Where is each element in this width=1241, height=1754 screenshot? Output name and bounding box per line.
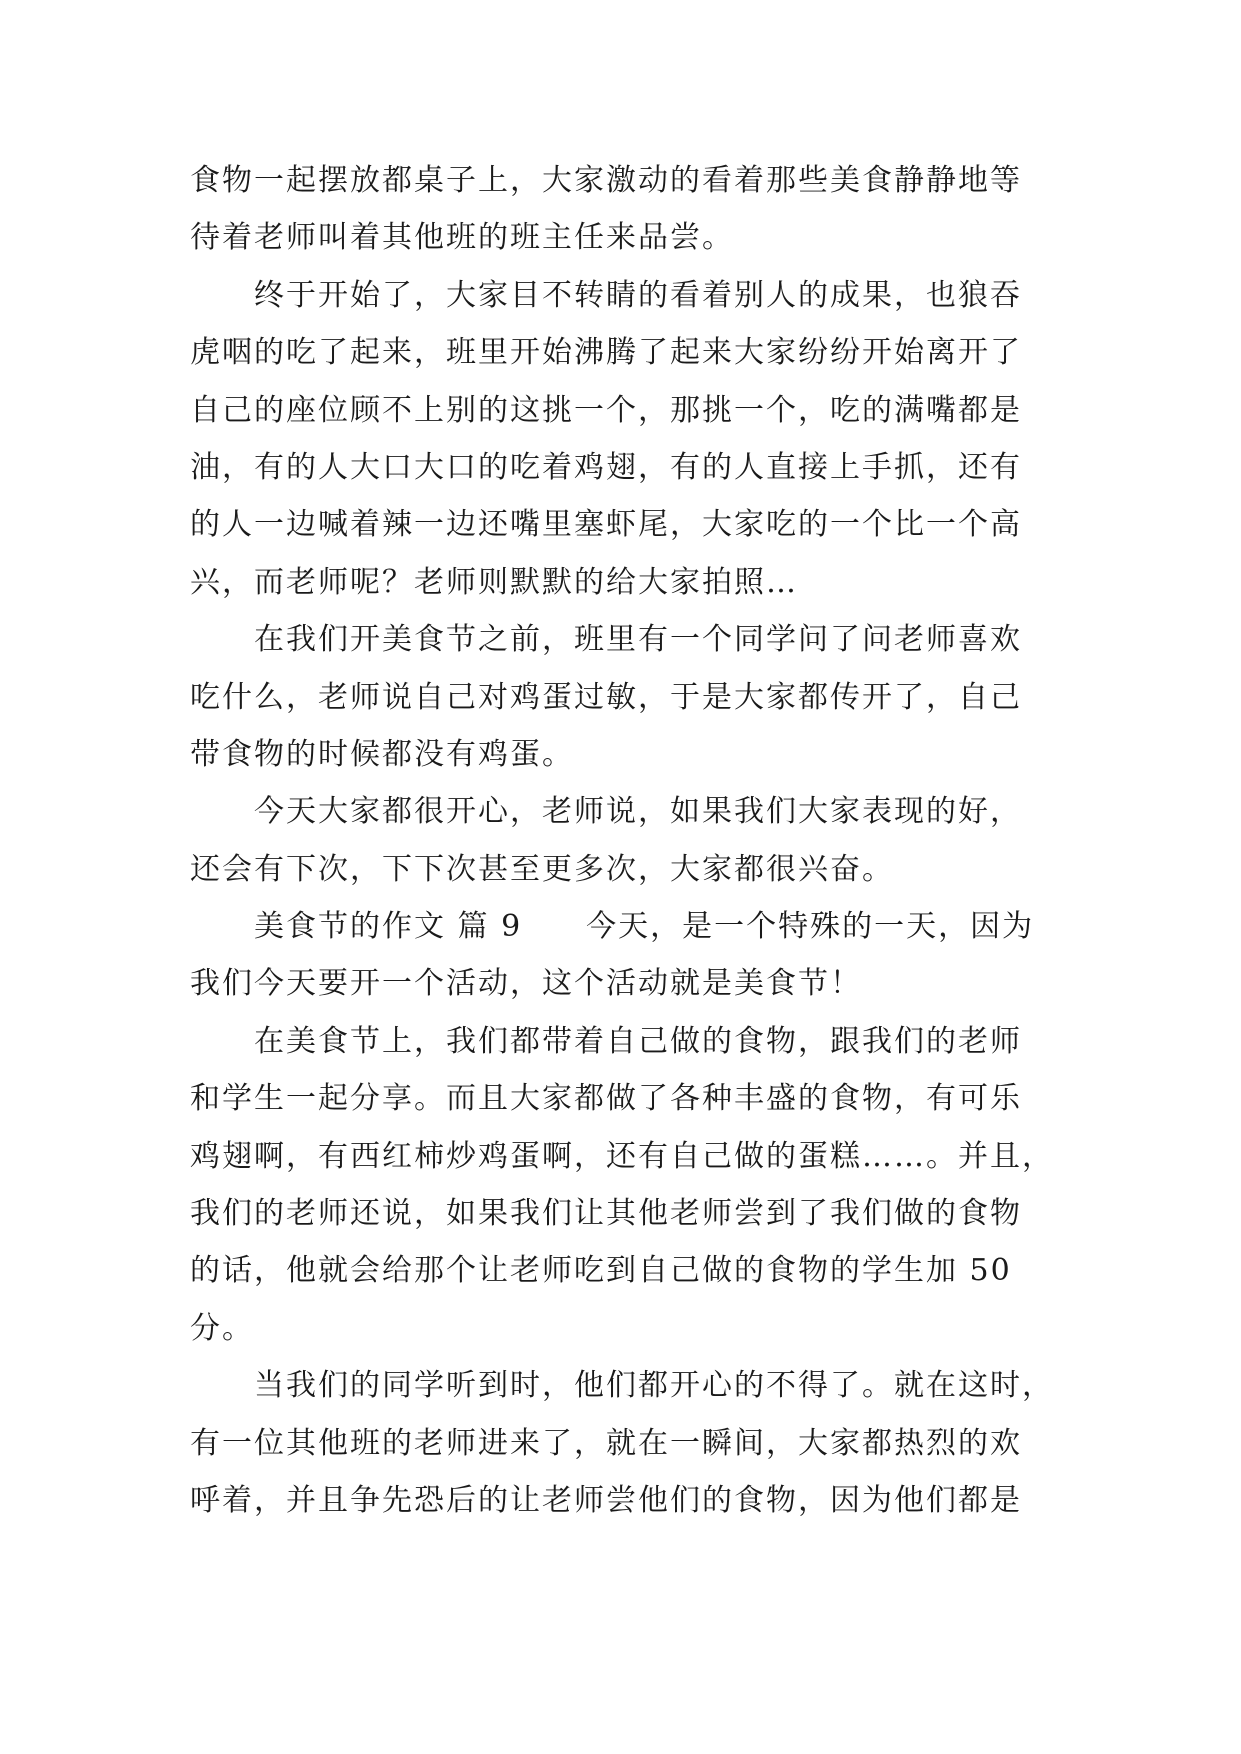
text-line: 有一位其他班的老师进来了，就在一瞬间，大家都热烈的欢 bbox=[190, 1425, 1022, 1461]
text-line: 食物一起摆放都桌子上，大家激动的看着那些美食静静地等 bbox=[190, 163, 1022, 198]
text-line: 兴，而老师呢？老师则默默的给大家拍照… bbox=[190, 564, 798, 600]
text-line: 的话，他就会给那个让老师吃到自己做的食物的学生加 50 bbox=[190, 1253, 1012, 1289]
text-line: 今天大家都很开心，老师说，如果我们大家表现的好， bbox=[254, 794, 1022, 830]
text-line: 分。 bbox=[190, 1310, 254, 1346]
text-line: 在美食节上，我们都带着自己做的食物，跟我们的老师 bbox=[254, 1023, 1022, 1059]
document-body bbox=[190, 152, 1052, 1529]
text-line: 还会有下次，下下次甚至更多次，大家都很兴奋。 bbox=[190, 851, 894, 887]
text-line: 自己的座位顾不上别的这挑一个，那挑一个，吃的满嘴都是 bbox=[190, 392, 1022, 428]
text-line: 虎咽的吃了起来，班里开始沸腾了起来大家纷纷开始离开了 bbox=[190, 335, 1022, 371]
text-line: 鸡翅啊，有西红柿炒鸡蛋啊，还有自己做的蛋糕……。并且， bbox=[190, 1138, 1054, 1174]
text-line: 的人一边喊着辣一边还嘴里塞虾尾，大家吃的一个比一个高 bbox=[190, 507, 1022, 543]
text-line: 待着老师叫着其他班的班主任来品尝。 bbox=[190, 220, 734, 256]
text-line: 和学生一起分享。而且大家都做了各种丰盛的食物，有可乐 bbox=[190, 1081, 1022, 1117]
text-line: 终于开始了，大家目不转睛的看着别人的成果，也狼吞 bbox=[254, 277, 1022, 313]
text-line: 油，有的人大口大口的吃着鸡翅，有的人直接上手抓，还有 bbox=[190, 449, 1022, 485]
text-line: 在我们开美食节之前，班里有一个同学问了问老师喜欢 bbox=[254, 622, 1022, 658]
text-line: 我们今天要开一个活动，这个活动就是美食节！ bbox=[190, 966, 862, 1002]
text-line: 当我们的同学听到时，他们都开心的不得了。就在这时， bbox=[254, 1368, 1054, 1404]
text-line: 吃什么，老师说自己对鸡蛋过敏，于是大家都传开了，自己 bbox=[190, 679, 1022, 715]
text-line: 带食物的时候都没有鸡蛋。 bbox=[190, 736, 574, 772]
text-line: 我们的老师还说，如果我们让其他老师尝到了我们做的食物 bbox=[190, 1196, 1022, 1232]
text-line: 美食节的作文 篇 9 今天，是一个特殊的一天，因为 bbox=[254, 909, 1035, 945]
text-line: 呼着，并且争先恐后的让老师尝他们的食物，因为他们都是 bbox=[190, 1482, 1022, 1518]
